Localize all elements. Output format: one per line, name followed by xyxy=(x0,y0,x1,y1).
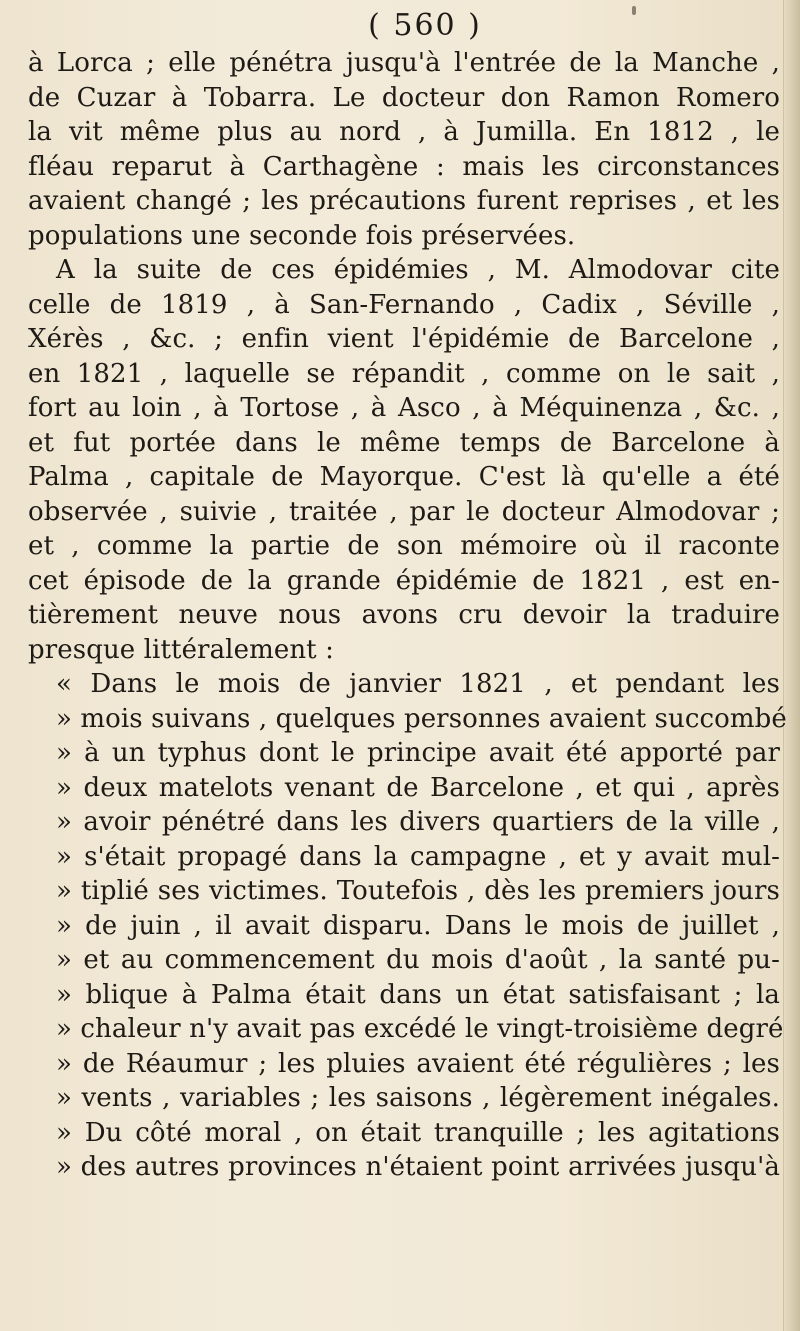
text-line: Palma , capitale de Mayorque. C'est là qu'elle a été xyxy=(28,462,780,492)
text-line: tièrement neuve nous avons cru devoir la traduire xyxy=(28,600,780,630)
quote-line: » et au commencement du mois d'août , la santé pu- xyxy=(56,945,780,975)
text-line: populations une seconde fois préservées. xyxy=(28,220,576,251)
text-line: observée , suivie , traitée , par le docteur Almodovar ; xyxy=(28,496,780,527)
text-line: Xérès , &c. ; enfin vient l'épidémie de Barcelone , xyxy=(28,324,780,354)
text-line: et fut portée dans le même temps de Barcelone à xyxy=(28,427,780,458)
text-line: cet épisode de la grande épidémie de 1821 , est en- xyxy=(28,565,780,596)
text-line: fléau reparut à Carthagène : mais les circonstances xyxy=(28,151,780,182)
quote-line: » s'était propagé dans la campagne , et y avait mul- xyxy=(56,841,780,872)
text-line: avaient changé ; les précautions furent reprises , et les xyxy=(28,186,780,216)
quote-line: » tiplié ses victimes. Toutefois , dès les premiers jours xyxy=(56,876,780,906)
quote-line: » avoir pénétré dans les divers quartiers de la ville , xyxy=(56,807,780,837)
quote-line: » blique à Palma était dans un état satisfaisant ; la xyxy=(56,979,780,1010)
quote-line: » des autres provinces n'étaient point arrivées jusqu'à xyxy=(56,1152,780,1182)
quote-line: » mois suivans , quelques personnes avaient succombé xyxy=(56,703,787,734)
text-line: et , comme la partie de son mémoire où il raconte xyxy=(28,531,780,561)
quote-line: » deux matelots venant de Barcelone , et qui , après xyxy=(56,772,780,803)
text-line: à Lorca ; elle pénétra jusqu'à l'entrée de la Manche , xyxy=(28,48,780,78)
quote-line: » à un typhus dont le principe avait été apporté par xyxy=(56,738,780,768)
text-line: la vit même plus au nord , à Jumilla. En 1812 , le xyxy=(28,117,780,147)
body-text xyxy=(28,46,787,1185)
text-line: celle de 1819 , à San-Fernando , Cadix , Séville , xyxy=(28,289,780,320)
quote-line: » chaleur n'y avait pas excédé le vingt-troisième degré xyxy=(56,1014,784,1044)
text-line: presque littéralement : xyxy=(28,634,334,665)
text-line: de Cuzar à Tobarra. Le docteur don Ramon Romero xyxy=(28,82,780,113)
page-number: ( 560 ) xyxy=(368,8,482,43)
quote-line: « Dans le mois de janvier 1821 , et pendant les xyxy=(56,669,780,699)
text-line: en 1821 , laquelle se répandit , comme on le sait , xyxy=(28,358,780,389)
text-line: fort au loin , à Tortose , à Asco , à Méquinenza , &c. , xyxy=(28,393,780,423)
quote-line: » de Réaumur ; les pluies avaient été régulières ; les xyxy=(56,1048,780,1079)
text-line: A la suite de ces épidémies , M. Almodovar cite xyxy=(56,255,780,285)
quote-line: » de juin , il avait disparu. Dans le mois de juillet , xyxy=(56,910,780,941)
quote-line: » vents , variables ; les saisons , légèrement inégales. xyxy=(56,1083,780,1113)
page-edge xyxy=(783,0,800,1331)
quote-line: » Du côté moral , on était tranquille ; les agitations xyxy=(56,1117,780,1148)
